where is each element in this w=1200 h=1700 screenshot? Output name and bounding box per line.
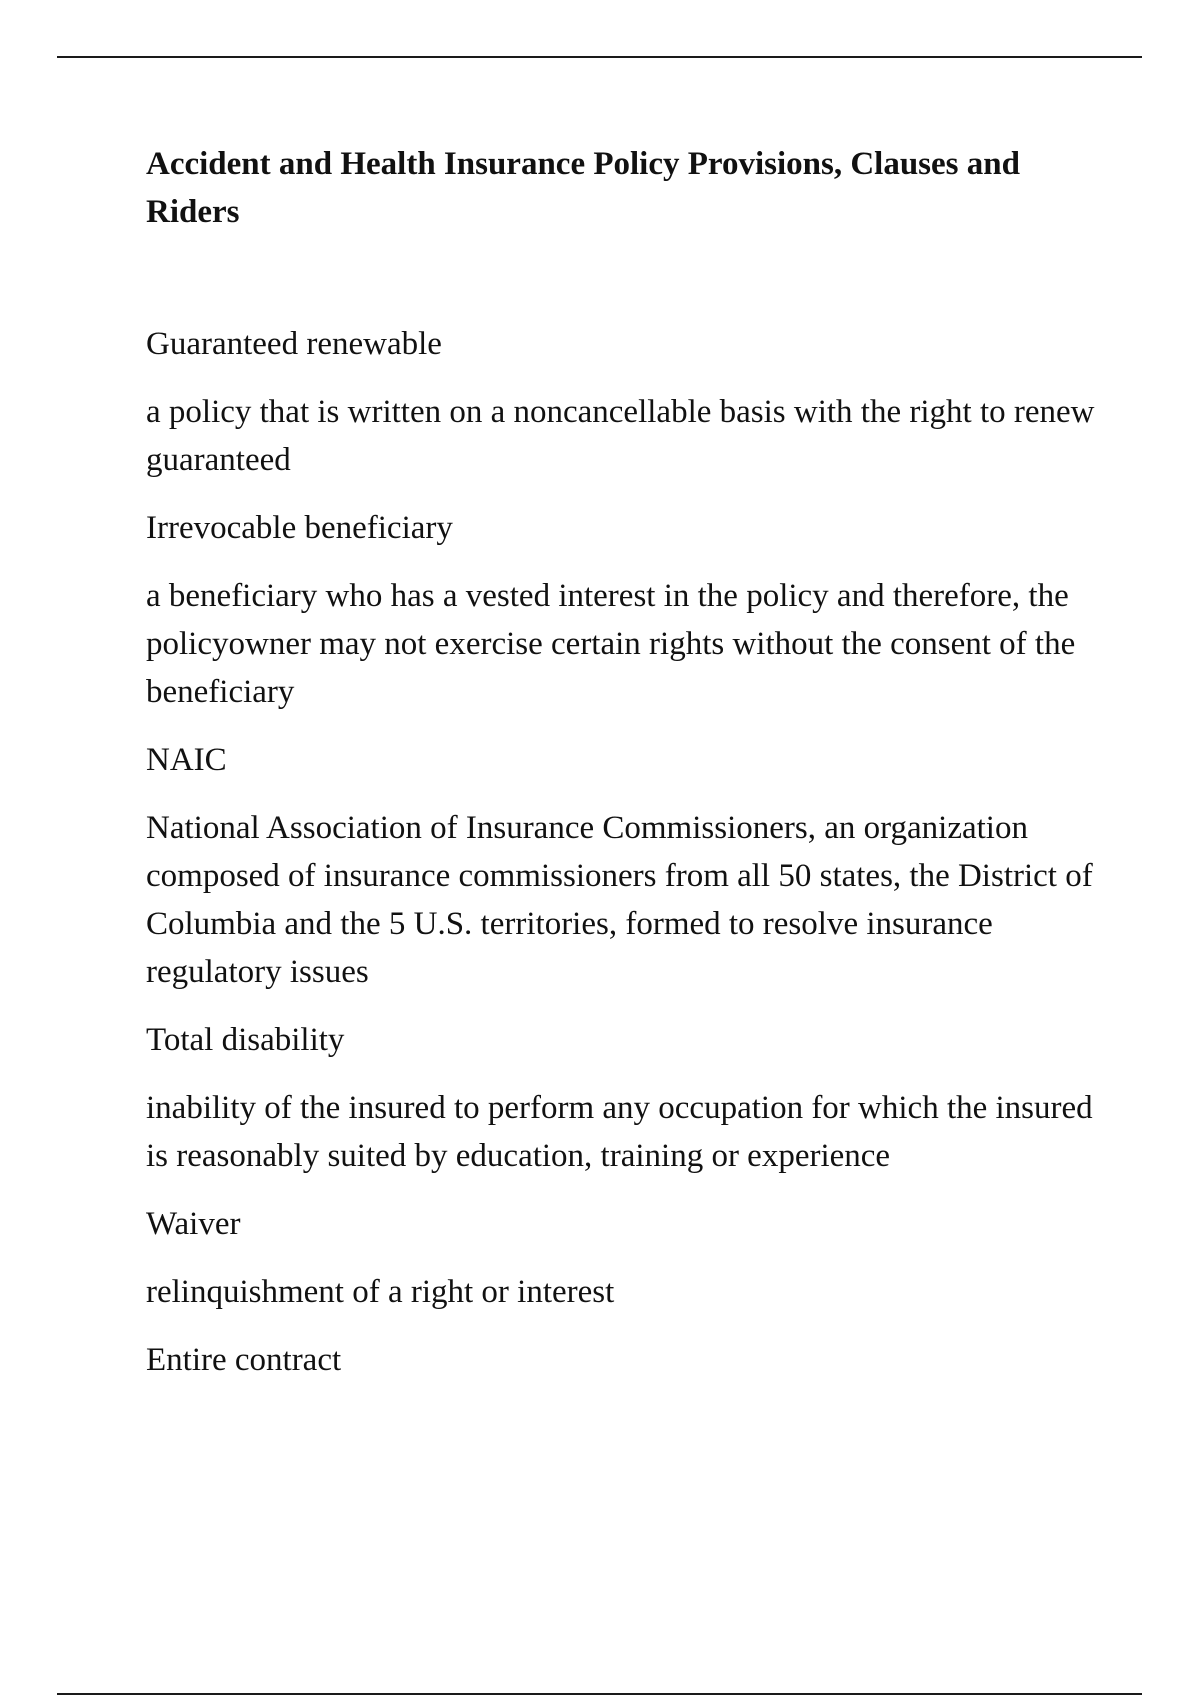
term-waiver: Waiver	[146, 1206, 241, 1242]
term-entire-contract: Entire contract	[146, 1342, 342, 1378]
definition-irrevocable-beneficiary: a beneficiary who has a vested interest in the policy and therefore, the policyowner may not exercise certain rights without the consent of the beneficiary	[146, 578, 1076, 710]
definition-naic: National Association of Insurance Commissioners, an organization composed of insurance commissioners from all 50 states, the District of Columbia and the 5 U.S. territories, formed to resolve insurance regulatory issues	[146, 810, 1093, 990]
definition-total-disability: inability of the insured to perform any occupation for which the insured is reasonably suited by education, training or experience	[146, 1090, 1093, 1174]
term-list	[146, 320, 1096, 1384]
document-title: Accident and Health Insurance Policy Provisions, Clauses and Riders	[146, 146, 1020, 230]
term-guaranteed-renewable: Guaranteed renewable	[146, 326, 442, 362]
term-irrevocable-beneficiary: Irrevocable beneficiary	[146, 510, 453, 546]
bottom-divider	[57, 1693, 1142, 1695]
page-content	[146, 140, 1096, 1404]
definition-guaranteed-renewable: a policy that is written on a noncancellable basis with the right to renew guaranteed	[146, 394, 1095, 478]
term-naic: NAIC	[146, 742, 227, 778]
definition-waiver: relinquishment of a right or interest	[146, 1274, 615, 1310]
top-divider	[57, 56, 1142, 58]
term-total-disability: Total disability	[146, 1022, 345, 1058]
